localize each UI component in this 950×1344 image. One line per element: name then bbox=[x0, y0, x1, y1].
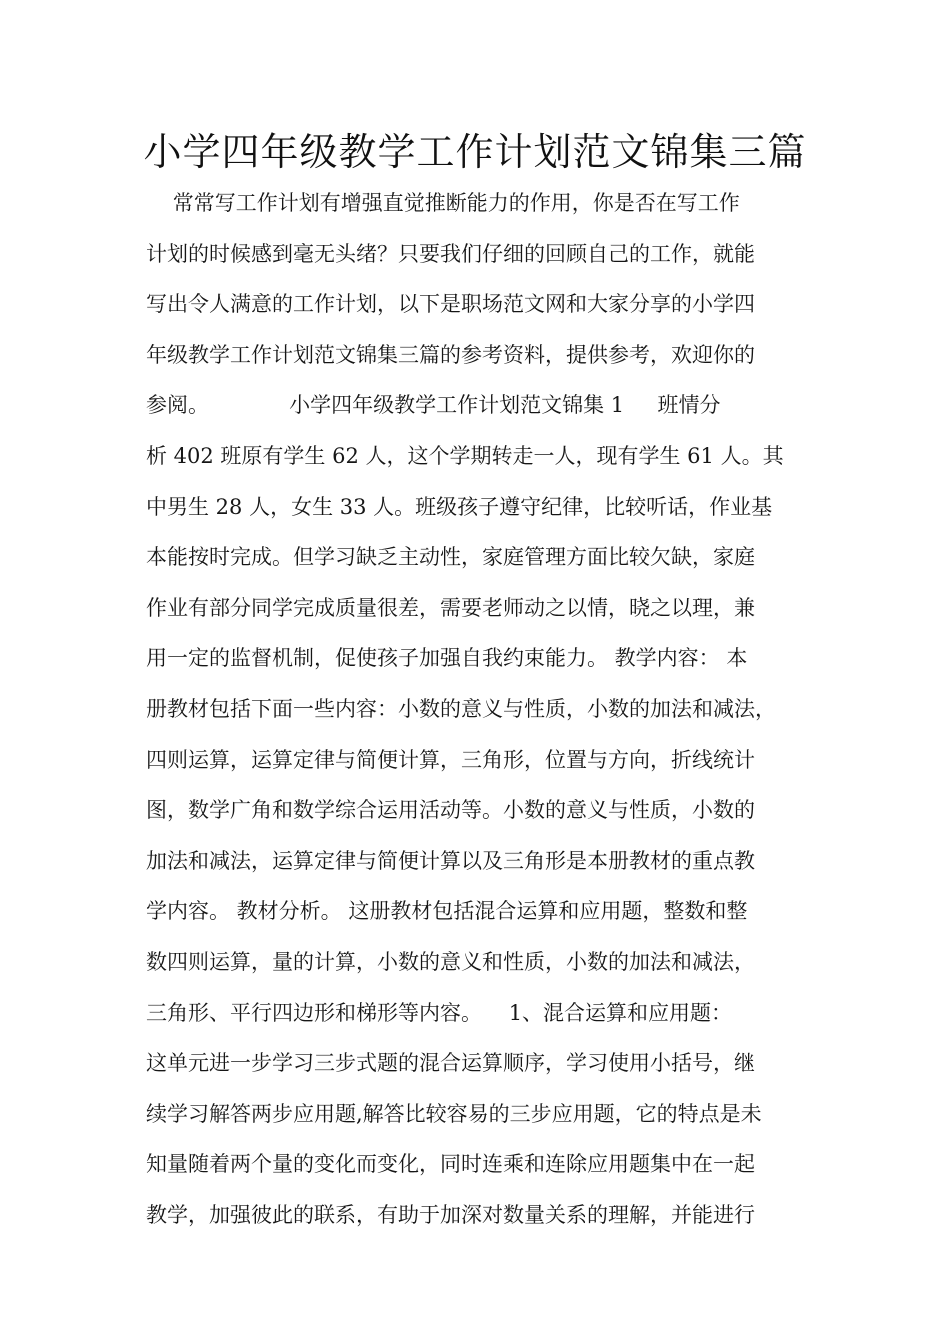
body-line: 续学习解答两步应用题,解答比较容易的三步应用题，它的特点是未 bbox=[146, 1101, 762, 1126]
document-title: 小学四年级教学工作计划范文锦集三篇 bbox=[143, 130, 807, 174]
body-line: 参阅。 小学四年级教学工作计划范文锦集 1 班情分 bbox=[146, 393, 721, 418]
body-line: 用一定的监督机制，促使孩子加强自我约束能力。 教学内容： 本 bbox=[146, 646, 748, 671]
body-line: 教学，加强彼此的联系，有助于加深对数量关系的理解，并能进行 bbox=[146, 1202, 755, 1227]
body-line: 册教材包括下面一些内容：小数的意义与性质，小数的加法和减法， bbox=[146, 696, 776, 721]
body-line: 数四则运算，量的计算，小数的意义和性质，小数的加法和减法， bbox=[146, 949, 755, 974]
body-line: 加法和减法，运算定律与简便计算以及三角形是本册教材的重点教 bbox=[146, 848, 755, 873]
body-line: 本能按时完成。但学习缺乏主动性，家庭管理方面比较欠缺，家庭 bbox=[146, 545, 755, 570]
body-line: 三角形、平行四边形和梯形等内容。 1、混合运算和应用题： bbox=[146, 1000, 733, 1025]
body-line: 作业有部分同学完成质量很差，需要老师动之以情，晓之以理，兼 bbox=[146, 595, 755, 620]
body-line: 析 402 班原有学生 62 人，这个学期转走一人，现有学生 61 人。其 bbox=[146, 443, 784, 468]
body-line: 常常写工作计划有增强直觉推断能力的作用，你是否在写工作 bbox=[146, 191, 740, 215]
body-line: 学内容。 教材分析。 这册教材包括混合运算和应用题，整数和整 bbox=[146, 899, 748, 924]
document-body bbox=[146, 178, 826, 1240]
body-line: 年级教学工作计划范文锦集三篇的参考资料，提供参考，欢迎你的 bbox=[146, 342, 755, 367]
body-line: 计划的时候感到毫无头绪？只要我们仔细的回顾自己的工作，就能 bbox=[146, 241, 755, 266]
body-line: 图，数学广角和数学综合运用活动等。小数的意义与性质，小数的 bbox=[146, 798, 755, 823]
body-line: 这单元进一步学习三步式题的混合运算顺序，学习使用小括号，继 bbox=[146, 1051, 755, 1076]
body-line: 中男生 28 人，女生 33 人。班级孩子遵守纪律，比较听话，作业基 bbox=[146, 494, 773, 519]
body-line: 四则运算，运算定律与简便计算，三角形，位置与方向，折线统计 bbox=[146, 747, 755, 772]
body-line: 写出令人满意的工作计划，以下是职场范文网和大家分享的小学四 bbox=[146, 292, 755, 317]
body-line: 知量随着两个量的变化而变化，同时连乘和连除应用题集中在一起 bbox=[146, 1152, 755, 1177]
